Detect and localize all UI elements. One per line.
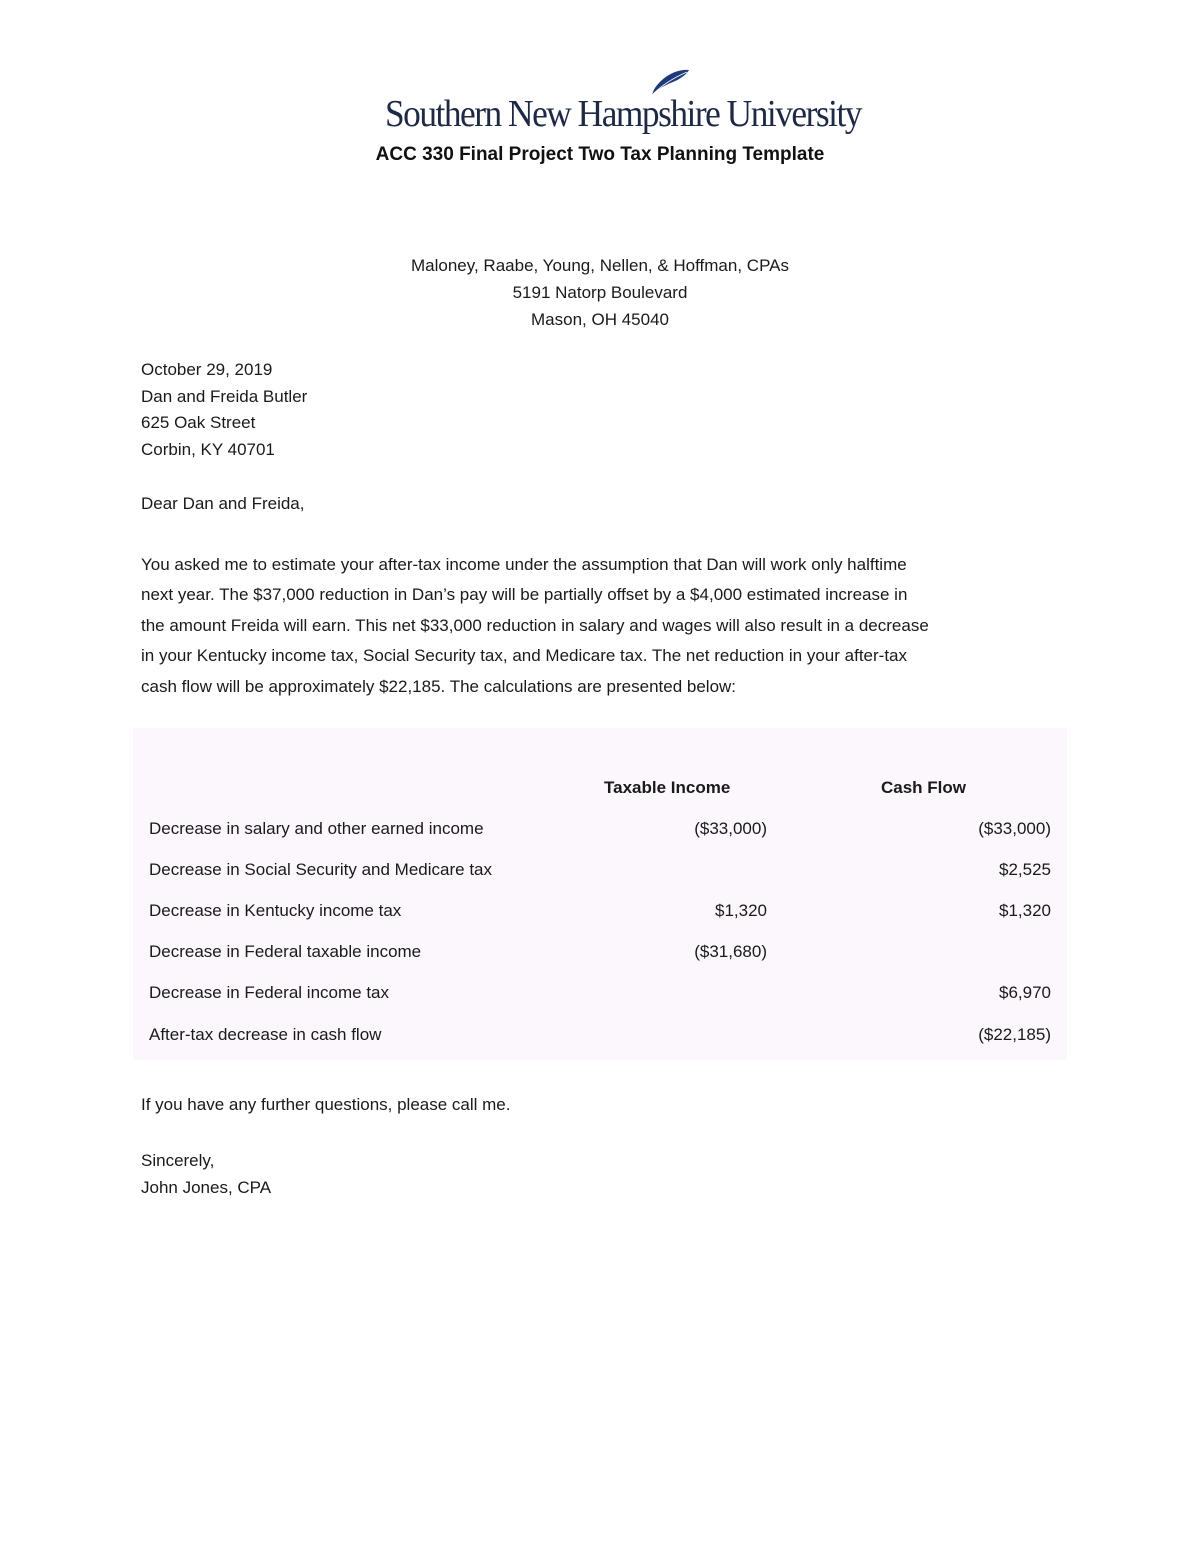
row-label: Decrease in Federal income tax bbox=[149, 983, 390, 1002]
body-line: cash flow will be approximately $22,185. The calculations are presented below: bbox=[141, 676, 737, 696]
row-label: Decrease in salary and other earned income bbox=[149, 819, 484, 838]
column-header-cash-flow: Cash Flow bbox=[881, 778, 967, 797]
signoff-block bbox=[141, 1148, 271, 1201]
body-line: next year. The $37,000 reduction in Dan’s pay will be partially offset by a $4,000 estimated increase in bbox=[141, 585, 908, 605]
firm-city: Mason, OH 45040 bbox=[531, 310, 669, 329]
row-label: Decrease in Federal taxable income bbox=[149, 942, 422, 961]
cash-flow-value: ($22,185) bbox=[978, 1025, 1051, 1044]
body-line: in your Kentucky income tax, Social Security tax, and Medicare tax. The net reduction in your after-tax bbox=[141, 646, 908, 666]
body-paragraph bbox=[141, 550, 1061, 702]
cash-flow-value: $2,525 bbox=[999, 860, 1051, 879]
document-title: ACC 330 Final Project Two Tax Planning Template bbox=[375, 144, 825, 165]
row-label: Decrease in Kentucky income tax bbox=[149, 901, 402, 920]
firm-name: Maloney, Raabe, Young, Nellen, & Hoffman, CPAs bbox=[410, 256, 789, 275]
body-line: You asked me to estimate your after-tax income under the assumption that Dan will work only halftime bbox=[141, 555, 907, 574]
body-line: the amount Freida will earn. This net $33,000 reduction in salary and wages will also result in a decrease bbox=[141, 615, 929, 635]
column-header-taxable-income: Taxable Income bbox=[604, 778, 731, 797]
recipient-name: Dan and Freida Butler bbox=[141, 386, 308, 406]
recipient-block bbox=[141, 357, 307, 463]
feather-logo-icon bbox=[649, 68, 693, 98]
valediction: Sincerely, bbox=[141, 1151, 215, 1170]
row-label: Decrease in Social Security and Medicare tax bbox=[149, 860, 492, 879]
table-row bbox=[149, 819, 1051, 843]
letter-date: October 29, 2019 bbox=[141, 360, 273, 379]
cash-flow-value: $6,970 bbox=[999, 983, 1051, 1002]
closing-line: If you have any further questions, please call me. bbox=[141, 1095, 511, 1114]
table-row bbox=[149, 983, 1051, 1007]
signer-name: John Jones, CPA bbox=[141, 1177, 272, 1197]
firm-street: 5191 Natorp Boulevard bbox=[512, 283, 688, 302]
table-row bbox=[149, 1025, 1051, 1049]
recipient-street: 625 Oak Street bbox=[141, 413, 256, 432]
row-label: After-tax decrease in cash flow bbox=[149, 1025, 382, 1044]
taxable-income-value: ($31,680) bbox=[694, 942, 767, 961]
salutation: Dear Dan and Freida, bbox=[141, 494, 305, 513]
firm-address-block bbox=[0, 252, 1200, 333]
cash-flow-value: ($33,000) bbox=[978, 819, 1051, 838]
table-row bbox=[149, 942, 1051, 966]
university-logo bbox=[385, 68, 862, 138]
cash-flow-value: $1,320 bbox=[999, 901, 1051, 920]
taxable-income-value: $1,320 bbox=[715, 901, 767, 920]
taxable-income-value: ($33,000) bbox=[694, 819, 767, 838]
logo-wordmark: Southern New Hampshire University bbox=[385, 93, 862, 135]
table-row bbox=[149, 860, 1051, 884]
recipient-city: Corbin, KY 40701 bbox=[141, 439, 275, 459]
table-row bbox=[149, 901, 1051, 925]
